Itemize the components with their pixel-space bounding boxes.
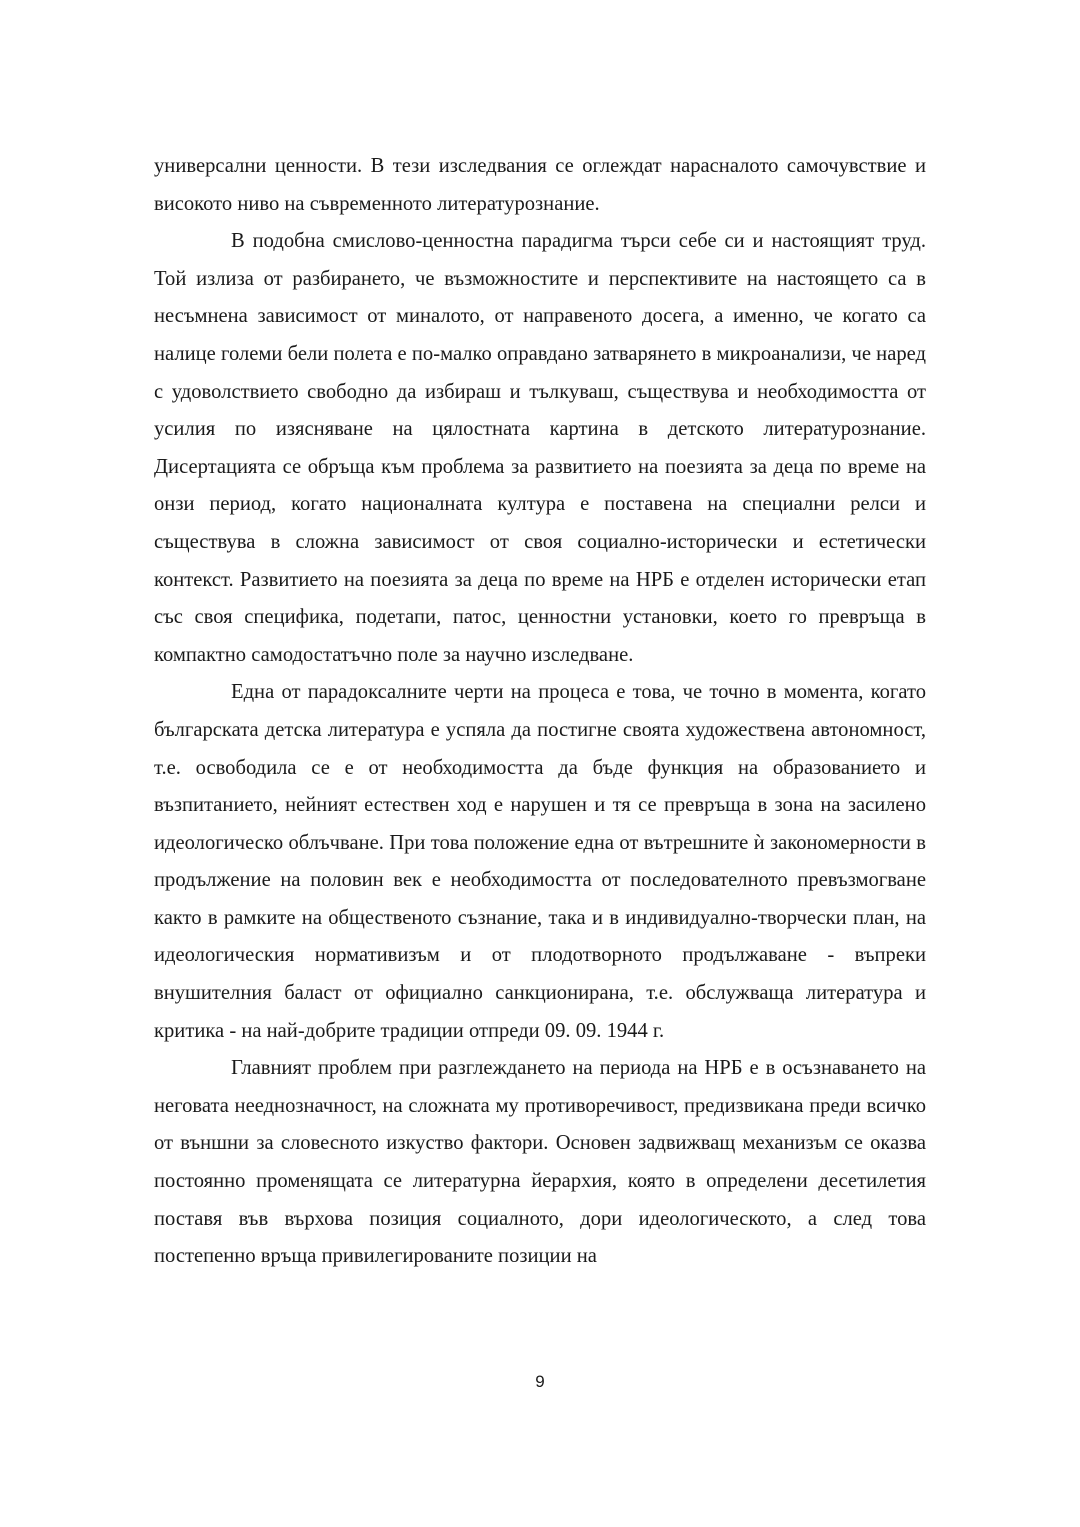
paragraph: В подобна смислово-ценностна парадигма търси себе си и настоящият труд. Той излиза от разбирането, че възможностите и перспективите на настоящето са в несъмнена зависимост от миналото, от направеното досега, а именно, че когато са налице големи бели полета е по-малко оправдано затварянето в микроанализи, че наред с удоволствието свободно да избираш и тълкуваш, съществува и необходимостта от усилия по изясняване на цялостната картина в детското литературознание. Дисертацията се обръща към проблема за развитието на поезията за деца по време на онзи период, когато националната култура е поставена на специални релси и съществува в сложна зависимост от своя социално-исторически и естетически контекст. Развитието на поезията за деца по време на НРБ е отделен исторически етап със своя специфика, подетапи, патос, ценностни установки, което го превръща в компактно самодостатъчно поле за научно изследване. bbox=[154, 230, 926, 666]
page-number: 9 bbox=[535, 1372, 545, 1391]
paragraph: Главният проблем при разглеждането на периода на НРБ е в осъзнаването на неговата нееднозначност, на сложната му противоречивост, предизвикана преди всичко от външни за словесното изкуство фактори. Основен задвижващ механизъм се оказва постоянно променящата се литературна йерархия, която в определени десетилетия поставя във върхова позиция социалното, дори идеологическото, а след това постепенно връща привилегированите позиции на bbox=[154, 1057, 926, 1268]
paragraph: Една от парадоксалните черти на процеса е това, че точно в момента, когато българската детска литература е успяла да постигне своята художествена автономност, т.е. освободила се е от необходимостта да бъде функция на образованието и възпитанието, нейният естествен ход е нарушен и тя се превръща в зона на засилено идеологическо облъчване. При това положение една от вътрешните ѝ закономерности в продължение на половин век е необходимостта от последователното превъзмогване както в рамките на общественото съзнание, така и в индивидуално-творчески план, на идеологическия нормативизъм и от плодотворното продължаване - въпреки внушителния баласт от официално санкционирана, т.е. обслужваща литература и критика - на най-добрите традиции отпреди 09. 09. 1944 г. bbox=[154, 681, 926, 1042]
paragraph-continuation: универсални ценности. В тези изследвания се оглеждат нарасналото самочувствие и високото ниво на съвременното литературознание. bbox=[154, 155, 926, 215]
body-text bbox=[154, 148, 926, 1276]
